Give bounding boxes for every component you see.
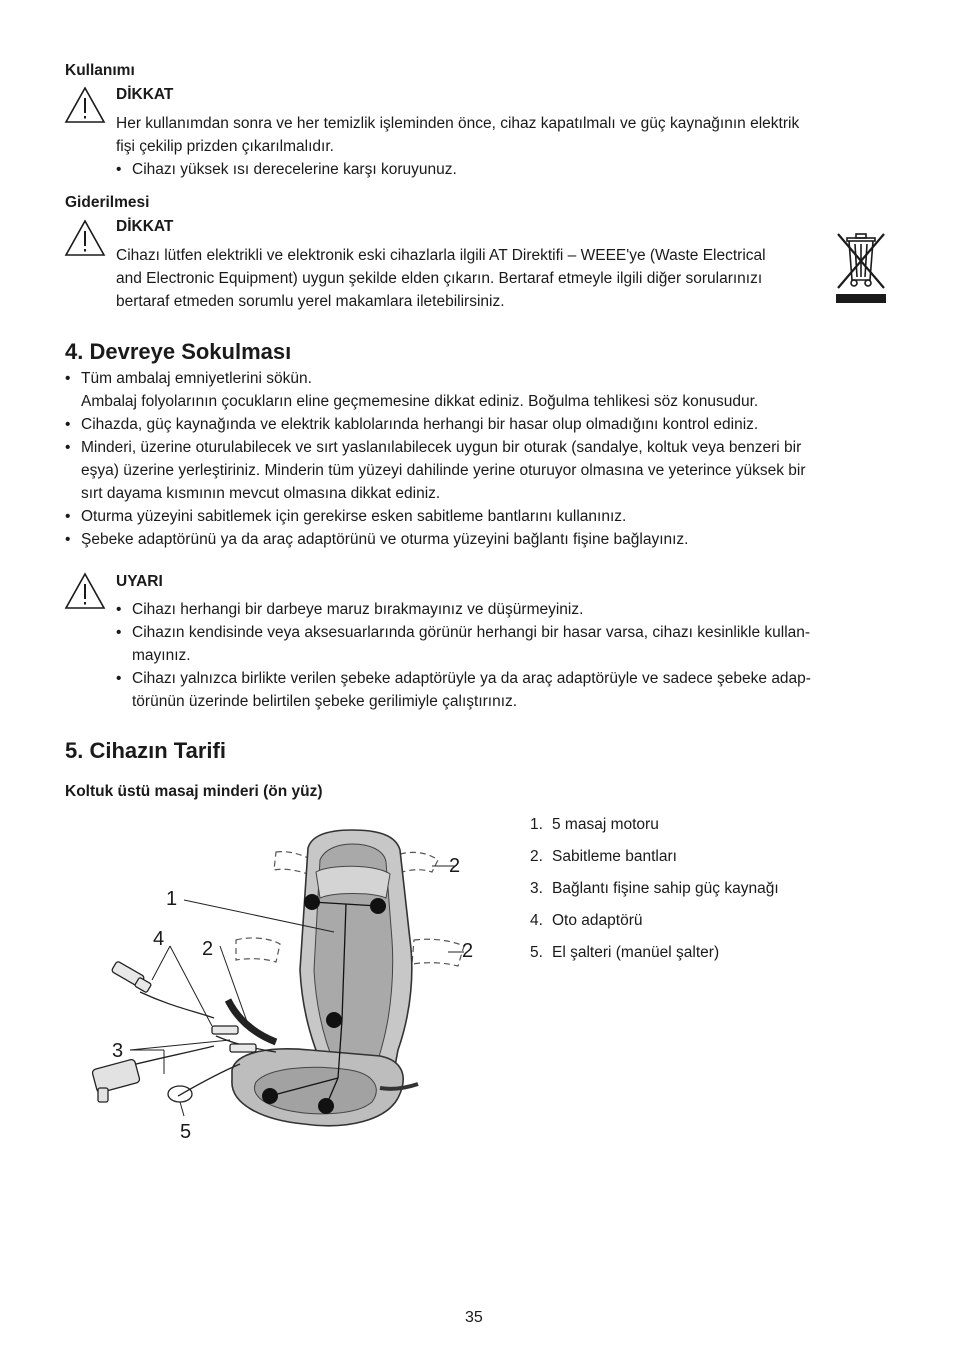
- weee-text: [116, 244, 828, 313]
- text-line: mayınız.: [132, 647, 191, 664]
- subheading-kullanimi: Kullanımı: [65, 62, 135, 79]
- bullet-item: • Şebeke adaptörünü ya da araç adaptörünü ve oturma yüzeyini bağlantı fişine bağlayınız.: [65, 528, 895, 551]
- bullet-item: • Cihazda, güç kaynağında ve elektrik kablolarında herhangi bir hasar olup olmadığını kontrol ediniz.: [65, 413, 895, 436]
- warning-triangle-icon: [64, 572, 106, 610]
- text-line: • Cihazın kendisinde veya aksesuarlarında görünür herhangi bir hasar varsa, cihazı kesinlikle kullan-: [132, 624, 811, 641]
- warning-text: [116, 112, 896, 181]
- text-line: fişi çekilip prizden çıkarılmalıdır.: [116, 138, 334, 155]
- bullet-item: • Cihazı yüksek ısı derecelerine karşı koruyunuz.: [116, 158, 896, 181]
- callout-2-left: 2: [202, 938, 214, 960]
- bullet-item: • Tüm ambalaj emniyetlerini sökün.: [65, 367, 895, 390]
- heading-section-4: 4. Devreye Sokulması: [65, 339, 292, 364]
- text-line: törünün üzerinde belirtilen şebeke gerilimiyle çalıştırınız.: [132, 693, 518, 710]
- list-item: 3. Bağlantı fişine sahip güç kaynağı: [530, 880, 779, 897]
- text-line: Ambalaj folyolarının çocukların eline geçmemesine dikkat ediniz. Boğulma tehlikesi söz konusudur.: [81, 393, 759, 410]
- text-line: • Minderi, üzerine oturulabilecek ve sırt yaslanılabilecek uygun bir oturak (sandalye, koltuk veya benzeri bir: [81, 439, 802, 456]
- warning-title: UYARI: [116, 573, 163, 590]
- bullet-item: [65, 436, 895, 505]
- list-item: 4. Oto adaptörü: [530, 912, 643, 929]
- text-line: Cihazı lütfen elektrikli ve elektronik eski cihazlarla ilgili AT Direktifi – WEEE'ye (Waste Electrical: [116, 247, 766, 264]
- callout-2-top-right: 2: [449, 855, 461, 877]
- text-line: bertaraf etmeden sorumlu yerel makamlara iletebilirsiniz.: [116, 293, 505, 310]
- subheading-giderilmesi: Giderilmesi: [65, 194, 150, 211]
- parts-list: [530, 809, 779, 969]
- heading-section-5: 5. Cihazın Tarifi: [65, 738, 226, 763]
- callout-3: 3: [112, 1040, 124, 1062]
- text-line: sırt dayama kısmının mevcut olmasına dikkat ediniz.: [81, 485, 441, 502]
- text-line: • Cihazı yalnızca birlikte verilen şebeke adaptörüyle ya da araç adaptörüyle ve sadece şebeke adap-: [132, 670, 811, 687]
- bullet-item: [116, 621, 896, 667]
- list-item: 5. El şalteri (manüel şalter): [530, 944, 720, 961]
- callout-4: 4: [153, 928, 165, 950]
- list-item: 1. 5 masaj motoru: [530, 816, 659, 833]
- subheading-koltuk: Koltuk üstü masaj minderi (ön yüz): [65, 783, 323, 800]
- bullet-item: [116, 667, 896, 713]
- uyari-list: [116, 598, 896, 713]
- text-line: eşya) üzerine yerleştiriniz. Minderin tüm yüzeyi dahilinde yerine oturuyor olmasına ve yeterince yüksek bir: [81, 462, 806, 479]
- warning-title: DİKKAT: [116, 218, 174, 235]
- weee-crossed-bin-icon: [834, 230, 888, 306]
- callout-1: 1: [166, 888, 178, 910]
- callout-2-right: 2: [462, 940, 474, 962]
- callout-5: 5: [180, 1121, 192, 1143]
- text-line: Her kullanımdan sonra ve her temizlik işleminden önce, cihaz kapatılmalı ve güç kaynağının elektrik: [116, 115, 800, 132]
- warning-title: DİKKAT: [116, 86, 174, 103]
- warning-triangle-icon: [64, 86, 106, 124]
- section-4-list: [65, 367, 895, 551]
- bullet-item: • Cihazı herhangi bir darbeye maruz bırakmayınız ve düşürmeyiniz.: [116, 598, 896, 621]
- list-item: 2. Sabitleme bantları: [530, 848, 677, 865]
- warning-triangle-icon: [64, 219, 106, 257]
- massage-cushion-illustration: [80, 820, 500, 1150]
- bullet-item: • Oturma yüzeyini sabitlemek için gerekirse esken sabitleme bantlarını kullanınız.: [65, 505, 895, 528]
- page-number: 35: [465, 1309, 483, 1326]
- text-line: and Electronic Equipment) uygun şekilde elden çıkarın. Bertaraf etmeyle ilgili diğer sorularınızı: [116, 270, 763, 287]
